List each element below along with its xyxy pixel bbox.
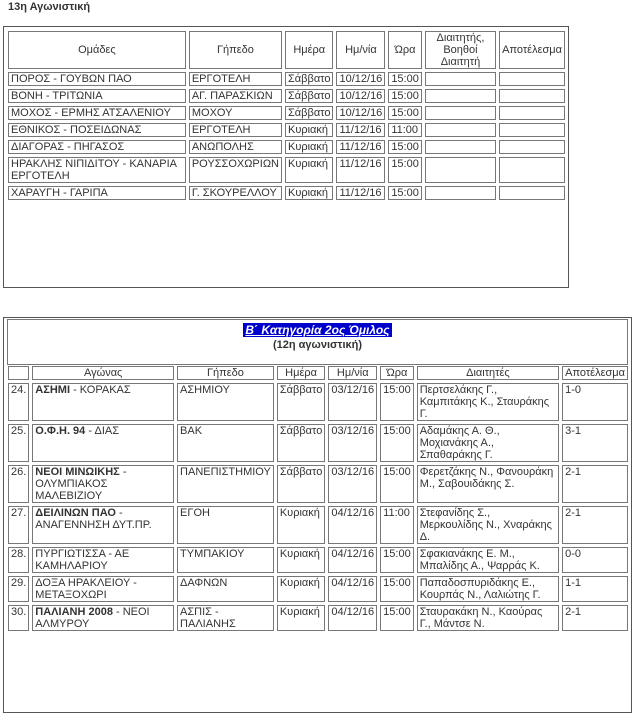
match-venue: ΠΑΝΕΠΙΣΤΗΜΙΟΥ bbox=[177, 465, 274, 503]
match-day: Κυριακή bbox=[285, 186, 333, 200]
header-date: Ημ/νία bbox=[336, 31, 385, 69]
group-2-table bbox=[5, 363, 631, 634]
match-time: 15:00 bbox=[380, 424, 414, 462]
table-header-row bbox=[8, 366, 628, 380]
away-team: - ΟΛΥΜΠΙΑΚΟΣ ΜΑΛΕΒΙΖΙΟΥ bbox=[35, 466, 127, 502]
match-number: 29. bbox=[8, 576, 29, 602]
away-team: - ΑΝΑΓΕΝΝΗΣΗ ΔΥΤ.ΠΡ. bbox=[35, 507, 152, 531]
match-venue: ΑΣΗΜΙΟΥ bbox=[177, 383, 274, 421]
match-day: Σάββατο bbox=[285, 89, 333, 103]
home-team: ΝΕΟΙ ΜΙΝΩΙΚΗΣ bbox=[35, 466, 120, 478]
match-venue: ΑΓ. ΠΑΡΑΣΚΙΩΝ bbox=[189, 89, 282, 103]
match-referees bbox=[425, 89, 496, 103]
match-venue: ΜΟΧΟΥ bbox=[189, 106, 282, 120]
match-referees: Αδαμάκης Α. Θ., Μοχιανάκης Α., Σπαθαράκης Γ. bbox=[417, 424, 559, 462]
match-time: 15:00 bbox=[388, 106, 422, 120]
match-date: 03/12/16 bbox=[328, 383, 377, 421]
match-date: 11/12/16 bbox=[336, 123, 385, 137]
match-teams: ΠΟΡΟΣ - ΓΟΥΒΩΝ ΠΑΟ bbox=[8, 72, 186, 86]
home-team: Ο.Φ.Η. 94 bbox=[35, 425, 86, 437]
match-time: 15:00 bbox=[388, 72, 422, 86]
match-referees bbox=[425, 123, 496, 137]
match-result: 2-1 bbox=[562, 605, 628, 631]
match-result: 3-1 bbox=[562, 424, 628, 462]
header-day: Ημέρα bbox=[285, 31, 333, 69]
match-teams bbox=[32, 465, 174, 503]
match-number: 24. bbox=[8, 383, 29, 421]
match-teams bbox=[32, 424, 174, 462]
group-2-heading bbox=[7, 319, 628, 365]
match-venue: ΡΟΥΣΣΟΧΩΡΙΩΝ bbox=[189, 157, 282, 183]
match-venue: ΒΑΚ bbox=[177, 424, 274, 462]
away-team: - ΔΙΑΣ bbox=[85, 425, 120, 437]
match-teams bbox=[32, 605, 174, 631]
table-row bbox=[8, 506, 628, 544]
match-date: 11/12/16 bbox=[336, 140, 385, 154]
match-date: 04/12/16 bbox=[328, 605, 377, 631]
match-time: 11:00 bbox=[380, 506, 414, 544]
match-date: 10/12/16 bbox=[336, 89, 385, 103]
match-result: 2-1 bbox=[562, 506, 628, 544]
match-referees bbox=[425, 106, 496, 120]
match-date: 11/12/16 bbox=[336, 157, 385, 183]
header-day: Ημέρα bbox=[277, 366, 325, 380]
match-day: Σάββατο bbox=[277, 424, 325, 462]
away-team: - ΚΟΡΑΚΑΣ bbox=[70, 384, 131, 396]
match-referees bbox=[425, 72, 496, 86]
round-subtitle: (12η αγωνιστική) bbox=[272, 339, 363, 351]
match-date: 11/12/16 bbox=[336, 186, 385, 200]
table-row bbox=[8, 89, 565, 103]
header-time: Ώρα bbox=[388, 31, 422, 69]
table-row bbox=[8, 72, 565, 86]
match-teams: ΗΡΑΚΛΗΣ ΝΙΠΙΔΙΤΟΥ - ΚΑΝΑΡΙΑ ΕΡΓΟΤΕΛΗ bbox=[8, 157, 186, 183]
match-day: Κυριακή bbox=[277, 547, 325, 573]
table-row bbox=[8, 576, 628, 602]
match-time: 15:00 bbox=[388, 89, 422, 103]
match-time: 15:00 bbox=[388, 186, 422, 200]
match-date: 04/12/16 bbox=[328, 547, 377, 573]
match-result: 2-1 bbox=[562, 465, 628, 503]
match-result bbox=[499, 140, 565, 154]
match-day: Κυριακή bbox=[277, 576, 325, 602]
match-day: Κυριακή bbox=[285, 123, 333, 137]
match-day: Κυριακή bbox=[277, 506, 325, 544]
table-row bbox=[8, 424, 628, 462]
match-time: 11:00 bbox=[388, 123, 422, 137]
header-result: Αποτέλεσμα bbox=[562, 366, 628, 380]
home-team: ΑΣΗΜΙ bbox=[35, 384, 71, 396]
match-number: 26. bbox=[8, 465, 29, 503]
header-referees: Διαιτητής, Βοηθοί Διαιτητή bbox=[425, 31, 496, 69]
match-venue: Γ. ΣΚΟΥΡΕΛΛΟΥ bbox=[189, 186, 282, 200]
match-day: Σάββατο bbox=[277, 465, 325, 503]
match-referees: Σφακιανάκης Ε. Μ., Μπαλίδης Α., Ψαρράς Κ. bbox=[417, 547, 559, 573]
match-referees bbox=[425, 186, 496, 200]
match-venue: ΕΡΓΟΤΕΛΗ bbox=[189, 123, 282, 137]
match-referees bbox=[425, 140, 496, 154]
table-row bbox=[8, 123, 565, 137]
table-row bbox=[8, 157, 565, 183]
match-number: 28. bbox=[8, 547, 29, 573]
match-day: Σάββατο bbox=[285, 106, 333, 120]
table-row bbox=[8, 605, 628, 631]
match-teams: ΜΟΧΟΣ - ΕΡΜΗΣ ΑΤΣΑΛΕΝΙΟΥ bbox=[8, 106, 186, 120]
home-team: ΔΕΙΛΙΝΩΝ ΠΑΟ bbox=[35, 507, 116, 519]
match-result bbox=[499, 89, 565, 103]
match-result: 1-0 bbox=[562, 383, 628, 421]
match-referees bbox=[425, 157, 496, 183]
match-date: 03/12/16 bbox=[328, 465, 377, 503]
match-teams: ΧΑΡΑΥΓΗ - ΓΑΡΙΠΑ bbox=[8, 186, 186, 200]
match-teams: ΕΘΝΙΚΟΣ - ΠΟΣΕΙΔΩΝΑΣ bbox=[8, 123, 186, 137]
group-2-panel bbox=[3, 317, 632, 713]
header-result: Αποτέλεσμα bbox=[499, 31, 565, 69]
match-teams: ΒΟΝΗ - ΤΡΙΤΩΝΙΑ bbox=[8, 89, 186, 103]
match-date: 04/12/16 bbox=[328, 506, 377, 544]
match-result bbox=[499, 106, 565, 120]
match-day: Σάββατο bbox=[277, 383, 325, 421]
away-team: ΠΥΡΓΙΩΤΙΣΣΑ - ΑΕ ΚΑΜΗΛΑΡΙΟΥ bbox=[35, 548, 130, 572]
match-time: 15:00 bbox=[388, 140, 422, 154]
header-referees: Διαιτητές bbox=[417, 366, 559, 380]
match-result bbox=[499, 157, 565, 183]
header-match: Αγώνας bbox=[32, 366, 174, 380]
match-result bbox=[499, 186, 565, 200]
match-time: 15:00 bbox=[380, 383, 414, 421]
match-referees: Σταυρακάκη Ν., Καούρας Γ., Μάντσε Ν. bbox=[417, 605, 559, 631]
match-number: 27. bbox=[8, 506, 29, 544]
table-row bbox=[8, 547, 628, 573]
match-day: Σάββατο bbox=[285, 72, 333, 86]
match-date: 04/12/16 bbox=[328, 576, 377, 602]
match-referees: Στεφανίδης Σ., Μερκουλίδης Ν., Χναράκης Δ. bbox=[417, 506, 559, 544]
away-team: - ΝΕΟΙ ΑΛΜΥΡΟΥ bbox=[35, 606, 150, 630]
match-referees: Παπαδοσπυριδάκης Ε., Κουρπάς Ν., Λαλιώτης Γ. bbox=[417, 576, 559, 602]
match-teams bbox=[32, 547, 174, 573]
match-teams bbox=[32, 383, 174, 421]
match-venue: ΕΓΟΗ bbox=[177, 506, 274, 544]
match-venue: ΑΝΩΠΟΛΗΣ bbox=[189, 140, 282, 154]
match-time: 15:00 bbox=[380, 547, 414, 573]
match-result: 1-1 bbox=[562, 576, 628, 602]
match-venue: ΑΣΠΙΣ - ΠΑΛΙΑΝΗΣ bbox=[177, 605, 274, 631]
away-team: ΔΟΞΑ ΗΡΑΚΛΕΙΟΥ - ΜΕΤΑΞΟΧΩΡΙ bbox=[35, 577, 137, 601]
match-teams: ΔΙΑΓΟΡΑΣ - ΠΗΓΑΣΟΣ bbox=[8, 140, 186, 154]
home-team: ΠΑΛΙΑΝΗ 2008 bbox=[35, 606, 113, 618]
category-banner: Β΄ Κατηγορία 2ος Όμιλος bbox=[245, 323, 390, 337]
match-day: Κυριακή bbox=[285, 140, 333, 154]
match-day: Κυριακή bbox=[285, 157, 333, 183]
table-row bbox=[8, 465, 628, 503]
table-row bbox=[8, 106, 565, 120]
match-venue: ΕΡΓΟΤΕΛΗ bbox=[189, 72, 282, 86]
match-referees: Περτσελάκης Γ., Καμπιτάκης Κ., Σταυράκης Γ. bbox=[417, 383, 559, 421]
match-time: 15:00 bbox=[380, 576, 414, 602]
match-time: 15:00 bbox=[380, 465, 414, 503]
table-header-row bbox=[8, 31, 565, 69]
match-result: 0-0 bbox=[562, 547, 628, 573]
match-venue: ΔΑΦΝΩΝ bbox=[177, 576, 274, 602]
header-number bbox=[8, 366, 29, 380]
round-13-panel bbox=[3, 26, 569, 288]
round-13-table bbox=[5, 28, 568, 203]
header-venue: Γήπεδο bbox=[177, 366, 274, 380]
header-time: Ώρα bbox=[380, 366, 414, 380]
match-date: 03/12/16 bbox=[328, 424, 377, 462]
table-row bbox=[8, 383, 628, 421]
match-time: 15:00 bbox=[380, 605, 414, 631]
match-day: Κυριακή bbox=[277, 605, 325, 631]
match-date: 10/12/16 bbox=[336, 106, 385, 120]
match-result bbox=[499, 123, 565, 137]
table-row bbox=[8, 140, 565, 154]
round-title: 13η Αγωνιστική bbox=[8, 1, 91, 13]
header-teams: Ομάδες bbox=[8, 31, 186, 69]
match-teams bbox=[32, 576, 174, 602]
match-teams bbox=[32, 506, 174, 544]
match-result bbox=[499, 72, 565, 86]
header-venue: Γήπεδο bbox=[189, 31, 282, 69]
match-number: 30. bbox=[8, 605, 29, 631]
match-date: 10/12/16 bbox=[336, 72, 385, 86]
match-number: 25. bbox=[8, 424, 29, 462]
match-time: 15:00 bbox=[388, 157, 422, 183]
match-referees: Φερετζάκης Ν., Φανουράκη Μ., Σαβουιδάκης Σ. bbox=[417, 465, 559, 503]
table-row bbox=[8, 186, 565, 200]
match-venue: ΤΥΜΠΑΚΙΟΥ bbox=[177, 547, 274, 573]
header-date: Ημ/νία bbox=[328, 366, 377, 380]
